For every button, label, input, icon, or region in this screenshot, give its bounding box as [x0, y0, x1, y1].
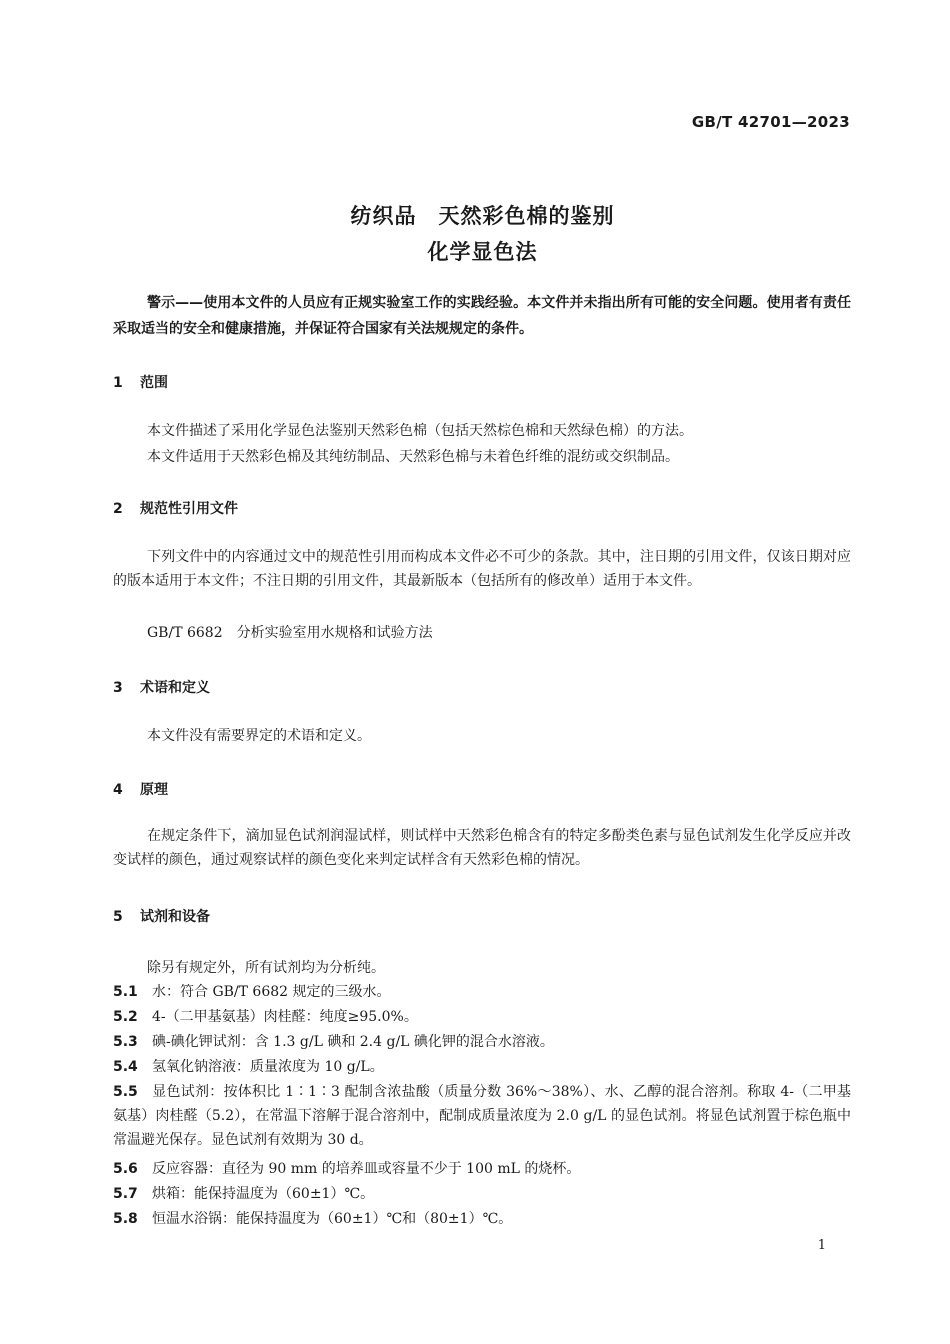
section-heading-normative-references [113, 498, 238, 518]
reference-entry: GB/T 6682 分析实验室用水规格和试验方法 [147, 625, 433, 641]
section-title: 原理 [140, 782, 168, 798]
section-title: 试剂和设备 [140, 909, 210, 925]
section-title: 术语和定义 [140, 680, 210, 696]
list-item [113, 1005, 851, 1029]
section-heading-reagents [113, 906, 210, 926]
document-subtitle: 化学显色法 [427, 240, 538, 264]
section-number: 2 [113, 501, 123, 517]
list-item [113, 980, 851, 1004]
section-title: 范围 [140, 375, 168, 391]
section-number: 3 [113, 680, 123, 696]
item-text: 反应容器：直径为 90 mm 的培养皿或容量不少于 100 mL 的烧杯。 [152, 1161, 581, 1177]
list-item [113, 1157, 851, 1181]
section-heading-terms [113, 677, 210, 697]
item-text: 烘箱：能保持温度为（60±1）℃。 [152, 1186, 375, 1202]
page-number: 1 [817, 1238, 826, 1253]
safety-warning: 警示——使用本文件的人员应有正规实验室工作的实践经验。本文件并未指出所有可能的安全问题。使用者有责任采取适当的安全和健康措施，并保证符合国家有关法规规定的条件。 [113, 295, 851, 337]
item-number: 5.8 [113, 1211, 138, 1227]
item-number: 5.2 [113, 1009, 138, 1025]
section-heading-principle [113, 779, 168, 799]
list-item [113, 1055, 851, 1079]
item-number: 5.5 [113, 1084, 138, 1100]
item-text: 恒温水浴锅：能保持温度为（60±1）℃和（80±1）℃。 [152, 1211, 513, 1227]
paragraph: 本文件适用于天然彩色棉及其纯纺制品、天然彩色棉与未着色纤维的混纺或交织制品。 [147, 449, 679, 465]
section-number: 4 [113, 782, 123, 798]
item-number: 5.3 [113, 1034, 138, 1050]
list-item [113, 1030, 851, 1054]
section-number: 1 [113, 375, 123, 391]
paragraph: 本文件没有需要界定的术语和定义。 [147, 728, 371, 744]
section-heading-scope [113, 372, 168, 392]
standard-number: GB/T 42701—2023 [691, 113, 850, 131]
paragraph: 除另有规定外，所有试剂均为分析纯。 [147, 960, 385, 976]
paragraph: 本文件描述了采用化学显色法鉴别天然彩色棉（包括天然棕色棉和天然绿色棉）的方法。 [147, 423, 693, 439]
item-number: 5.4 [113, 1059, 138, 1075]
item-text: 碘-碘化钾试剂：含 1.3 g/L 碘和 2.4 g/L 碘化钾的混合水溶液。 [152, 1034, 554, 1050]
document-title: 纺织品 天然彩色棉的鉴别 [350, 204, 615, 228]
item-number: 5.7 [113, 1186, 138, 1202]
item-number: 5.1 [113, 984, 138, 1000]
paragraph: 在规定条件下，滴加显色试剂润湿试样，则试样中天然彩色棉含有的特定多酚类色素与显色试剂发生化学反应并改变试样的颜色，通过观察试样的颜色变化来判定试样含有天然彩色棉的情况。 [113, 828, 851, 868]
paragraph: 下列文件中的内容通过文中的规范性引用而构成本文件必不可少的条款。其中，注日期的引用文件，仅该日期对应的版本适用于本文件；不注日期的引用文件，其最新版本（包括所有的修改单）适用于本文件。 [113, 549, 851, 589]
item-text: 4-（二甲基氨基）肉桂醛：纯度≥95.0%。 [152, 1009, 418, 1025]
section-number: 5 [113, 909, 123, 925]
section-title: 规范性引用文件 [140, 501, 238, 517]
item-text: 显色试剂：按体积比 1∶1∶3 配制含浓盐酸（质量分数 36%～38%）、水、乙醇的混合溶剂。称取 4-（二甲基氨基）肉桂醛（5.2），在常温下溶解于混合溶剂中，配制成质量浓度为 2.0 g/L 的显色试剂。将显色试剂置于棕色瓶中常温避光保存。显色试剂有效期为 30 d。 [113, 1084, 851, 1148]
item-text: 水：符合 GB/T 6682 规定的三级水。 [152, 984, 391, 1000]
list-item [113, 1080, 851, 1152]
item-number: 5.6 [113, 1161, 138, 1177]
list-item [113, 1182, 851, 1206]
item-text: 氢氧化钠溶液：质量浓度为 10 g/L。 [152, 1059, 384, 1075]
list-item [113, 1207, 851, 1231]
